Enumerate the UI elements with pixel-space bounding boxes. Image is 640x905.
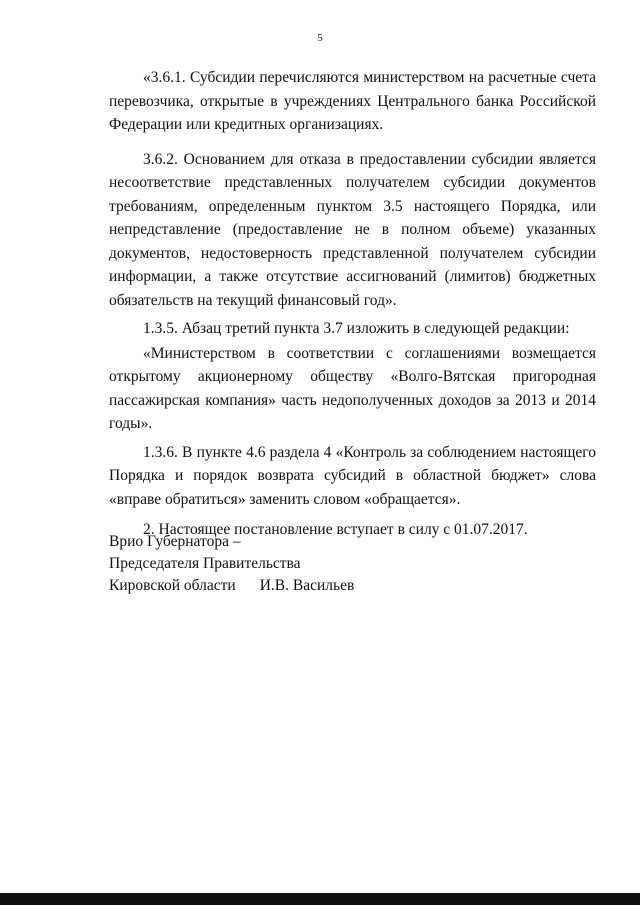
signature-region: Кировской области bbox=[109, 577, 236, 594]
paragraph-2-effective-date: 2. Настоящее постановление вступает в силу с 01.07.2017. bbox=[143, 521, 528, 538]
page-number: 5 bbox=[317, 32, 323, 44]
scan-bottom-edge bbox=[0, 893, 640, 905]
paragraph-3-6-2: 3.6.2. Основанием для отказа в предоставлении субсидии является несоответствие представленных получателем субсидии документов требованиям, определенным пунктом 3.5 настоящего Порядка, или непредставление (предоставление не в полном объеме) указанных документов, недостоверность представленной получателем субсидии информации, а также отсутствие ассигнований (лимитов) бюджетных обязательств на текущий финансовый год». bbox=[109, 150, 596, 309]
paragraph-1-3-6: 1.3.6. В пункте 4.6 раздела 4 «Контроль за соблюдением настоящего Порядка и порядок возврата субсидий в областной бюджет» слова «вправе обратиться» заменить словом «обращается». bbox=[109, 443, 596, 508]
paragraph-1-3-5: 1.3.5. Абзац третий пункта 3.7 изложить в следующей редакции: bbox=[143, 320, 570, 337]
document-body bbox=[109, 66, 596, 542]
signature-title-line-2: Председателя Правительства bbox=[109, 555, 301, 572]
signatory-name: И.В. Васильев bbox=[259, 577, 355, 594]
paragraph-1-3-5-text: «Министерством в соответствии с соглашениями возмещается открытому акционерному обществу «Волго-Вятская пригородная пассажирская компания» часть недополученных доходов за 2013 и 2014 годы». bbox=[109, 344, 596, 432]
signature-title-line-1: Врио Губернатора – bbox=[109, 533, 241, 550]
signature-title-line-3 bbox=[109, 575, 354, 597]
paragraph-3-6-1: «3.6.1. Субсидии перечисляются министерством на расчетные счета перевозчика, открытые в учреждениях Центрального банка Российской Федерации или кредитных организациях. bbox=[109, 69, 596, 133]
signature-block bbox=[109, 531, 354, 597]
